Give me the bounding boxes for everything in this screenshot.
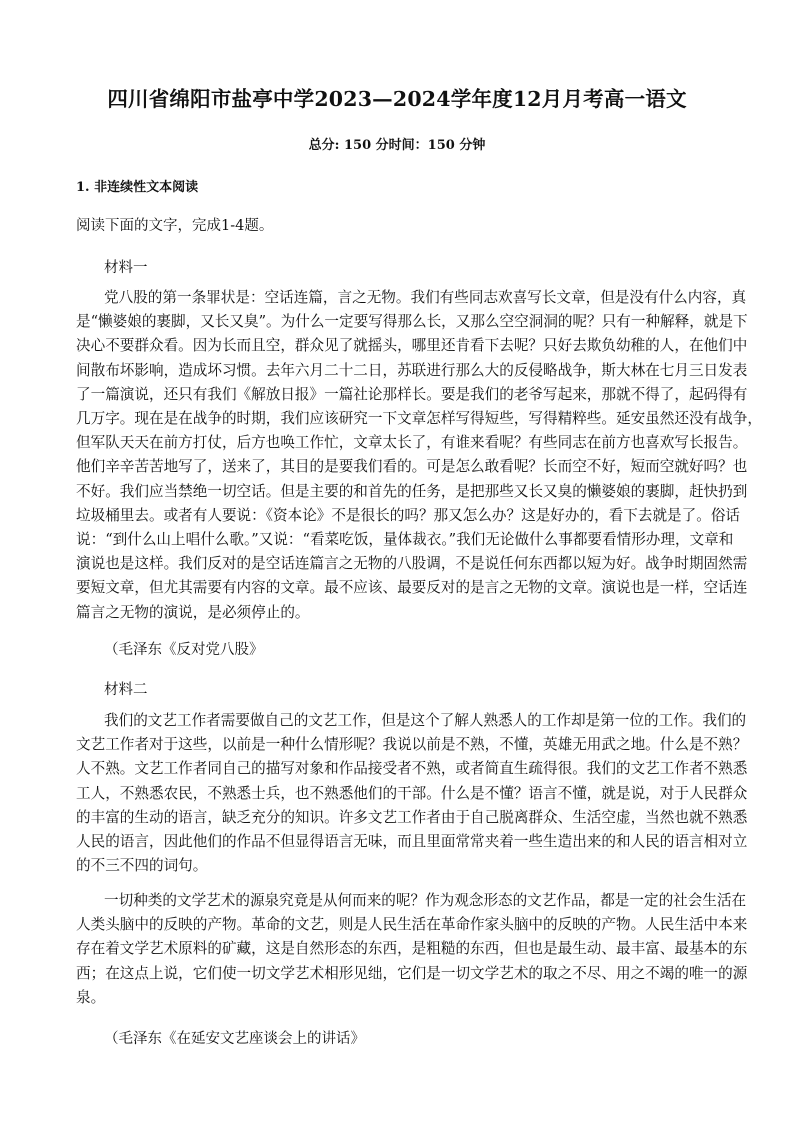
text-line: 几万字。现在是在战争的时期，我们应该研究一下文章怎样写得短些，写得精粹些。延安虽然还没有战争， — [76, 410, 762, 428]
text-line: 一切种类的文学艺术的源泉究竟是从何而来的呢？作为观念形态的文艺作品，都是一定的社会生活在 — [104, 892, 747, 909]
text-line: 篇言之无物的演说，是必须停止的。 — [76, 603, 310, 621]
text-line: 但军队天天在前方打仗，后方也唤工作忙，文章太长了，有谁来看呢？有些同志在前方也喜欢写长报告。 — [76, 434, 748, 452]
text-line: 的不三不四的词句。 — [76, 857, 208, 875]
text-line: 他们辛辛苦苦地写了，送来了，其目的是要我们看的。可是怎么敢看呢？长而空不好，短而空就好吗？也 — [76, 458, 748, 476]
text-line: 文艺工作者对于这些，以前是一种什么情形呢？我说以前是不熟，不懂，英雄无用武之地。什么是不熟？ — [76, 736, 748, 754]
material-one-label: 材料一 — [104, 260, 148, 276]
text-line: 工人，不熟悉农民，不熟悉士兵，也不熟悉他们的干部。什么是不懂？语言不懂，就是说，对于人民群众 — [76, 784, 748, 802]
text-line: 人民的语言，因此他们的作品不但显得语言无味，而且里面常常夹着一些生造出来的和人民的语言相对立 — [76, 833, 748, 851]
text-line: 我们的文艺工作者需要做自己的文艺工作，但是这个了解人熟悉人的工作却是第一位的工作。我们的 — [104, 712, 747, 729]
text-line: 不好。我们应当禁绝一切空话。但是主要的和首先的任务，是把那些又长又臭的懒婆娘的裹脚，赶快扔到 — [76, 482, 748, 500]
text-line: 是“懒婆娘的裹脚，又长又臭”。为什么一定要写得那么长，又那么空空洞洞的呢？只有一种解释，就是下 — [76, 313, 748, 331]
text-line: 的丰富的生动的语言，缺乏充分的知识。许多文艺工作者由于自己脱离群众、生活空虚，当然也就不熟悉 — [76, 808, 748, 826]
text-line: 说：“到什么山上唱什么歌。”又说：“看菜吃饭，量体裁衣。”我们无论做什么事都要看情形办理，文章和 — [76, 531, 734, 549]
material-two-source: （毛泽东《在延安文艺座谈会上的讲话》 — [104, 1031, 365, 1047]
text-line: 人类头脑中的反映的产物。革命的文艺，则是人民生活在革命作家头脑中的反映的产物。人民生活中本来 — [76, 916, 748, 934]
text-line: 间散布坏影响，造成坏习惯。去年六月二十二日，苏联进行那么大的反侵略战争，斯大林在七月三日发表 — [76, 361, 748, 379]
text-line: 西；在这点上说，它们使一切文学艺术相形见绌，它们是一切文学艺术的取之不尽、用之不竭的唯一的源 — [76, 964, 748, 982]
reading-instruction: 阅读下面的文字，完成1-4题。 — [76, 218, 274, 234]
section-heading: 1. 非连续性文本阅读 — [76, 180, 199, 195]
document-title: 四川省绵阳市盐亭中学2023—2024学年度12月月考高一语文 — [107, 87, 687, 111]
text-line: 人不熟。文艺工作者同自己的描写对象和作品接受者不熟，或者简直生疏得很。我们的文艺工作者不熟悉 — [76, 760, 748, 778]
text-line: 党八股的第一条罪状是：空话连篇，言之无物。我们有些同志欢喜写长文章，但是没有什么内容，真 — [104, 289, 747, 306]
text-line: 泉。 — [76, 988, 106, 1006]
text-line: 演说也是这样。我们反对的是空话连篇言之无物的八股调，不是说任何东西都以短为好。战争时期固然需 — [76, 555, 748, 573]
text-line: 决心不要群众看。因为长而且空，群众见了就摇头，哪里还肯看下去呢？只好去欺负幼稚的人，在他们中 — [76, 337, 748, 355]
score-time-info: 总分: 150 分时间：150 分钟 — [308, 138, 486, 153]
material-two-paragraph-2 — [76, 889, 748, 1010]
material-one-paragraph — [76, 286, 762, 625]
text-line: 存在着文学艺术原料的矿藏，这是自然形态的东西，是粗糙的东西，但也是最生动、最丰富、最基本的东 — [76, 940, 748, 958]
text-line: 了一篇演说，还只有我们《解放日报》一篇社论那样长。要是我们的老爷写起来，那就不得了，起码得有 — [76, 385, 748, 403]
text-line: 垃圾桶里去。或者有人要说：《资本论》不是很长的吗？那又怎么办？这是好办的，看下去就是了。俗话 — [76, 506, 741, 524]
material-one-source: （毛泽东《反对党八股》 — [104, 642, 264, 658]
text-line: 要短文章，但尤其需要有内容的文章。最不应该、最要反对的是言之无物的文章。演说也是一样，空话连 — [76, 579, 748, 597]
material-two-paragraph-1 — [76, 709, 748, 878]
material-two-label: 材料二 — [104, 682, 148, 698]
